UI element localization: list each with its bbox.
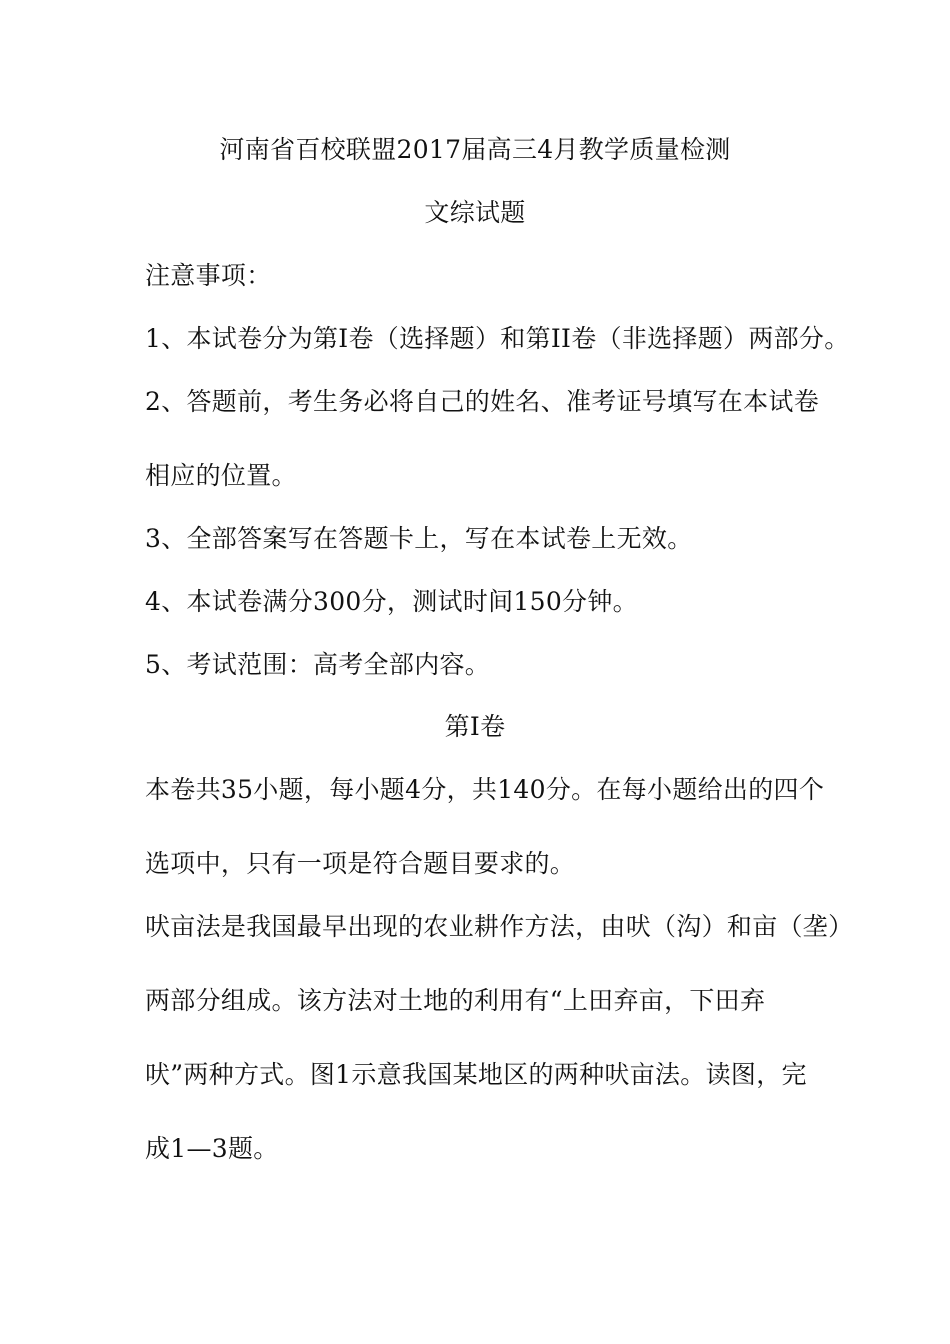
document-title: 河南省百校联盟2017届高三4月教学质量检测 (219, 135, 731, 164)
notice-item: 1、本试卷分为第Ⅰ卷（选择题）和第ⅠI卷（非选择题）两部分。 (145, 324, 850, 353)
section-intro-line: 本卷共35小题，每小题4分，共140分。在每小题给出的四个 (145, 775, 825, 804)
passage-line: 两部分组成。该方法对土地的利用有“上田弃亩，下田弃 (145, 986, 766, 1015)
notice-item: 4、本试卷满分300分，测试时间150分钟。 (145, 587, 638, 616)
passage-line: 吠亩法是我国最早出现的农业耕作方法，由吠（沟）和亩（垄） (145, 912, 854, 941)
passage-line: 吠”两种方式。图1示意我国某地区的两种吠亩法。读图，完 (145, 1060, 807, 1089)
document-subtitle: 文综试题 (424, 198, 526, 227)
passage-line: 成1—3题。 (145, 1134, 279, 1163)
notice-item: 5、考试范围：高考全部内容。 (145, 650, 491, 679)
notice-item: 3、全部答案写在答题卡上，写在本试卷上无效。 (145, 524, 693, 553)
notice-heading: 注意事项： (145, 261, 272, 290)
section-intro-line: 选项中，只有一项是符合题目要求的。 (145, 849, 576, 878)
notice-item-continuation: 相应的位置。 (145, 461, 297, 490)
notice-item: 2、答题前，考生务必将自己的姓名、准考证号填写在本试卷 (145, 387, 820, 416)
section-title: 第Ⅰ卷 (444, 712, 506, 741)
